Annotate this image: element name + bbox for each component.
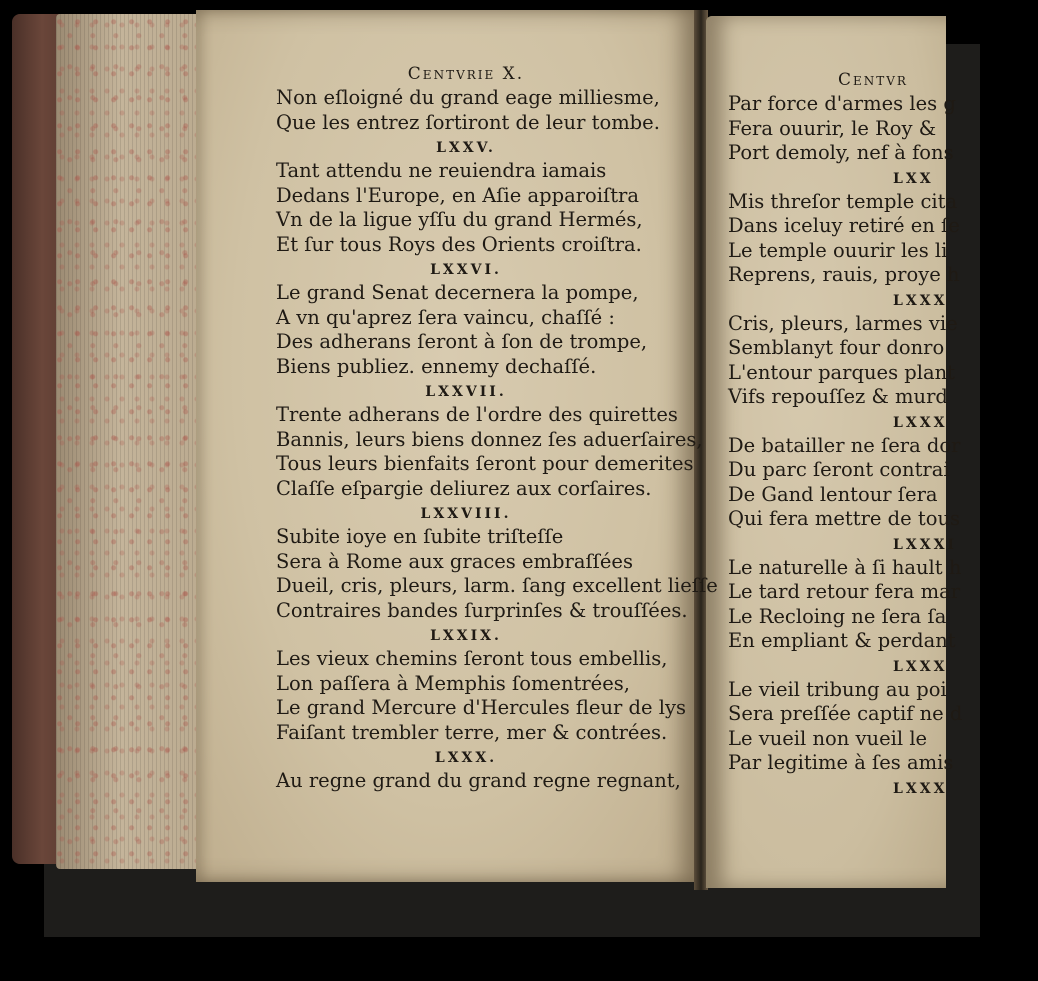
verse-line: Et ſur tous Roys des Orients croiſtra. — [276, 232, 642, 256]
verse-line: Faiſant trembler terre, mer & contrées. — [276, 720, 668, 744]
verse-line: L'entour parques plant — [728, 360, 956, 384]
verse-line: Le grand Senat decernera la pompe, — [276, 281, 639, 304]
verse-line: Tant attendu ne reuiendra iamais — [276, 159, 607, 182]
verse-line: Que les entrez ſortiront de leur tombe. — [276, 110, 660, 134]
verse-line: Reprens, rauis, proye h — [728, 263, 960, 286]
verse-line: Des adherans ſeront à ſon de trompe, — [276, 330, 648, 353]
verse-line: Le vieil tribung au poi — [728, 677, 947, 701]
verse-line: Dans iceluy retiré en ſe — [728, 214, 960, 237]
verse-line: Les vieux chemins ſeront tous embellis, — [276, 647, 668, 670]
right-page-text — [728, 68, 963, 800]
verse-line: Port demoly, nef à fons — [728, 141, 954, 164]
verse-line: Le naturelle à ſi hault h — [728, 555, 962, 579]
verse-line: Semblanyt four donro — [728, 336, 945, 359]
verse-line: Le Recloing ne ſera ſa — [728, 604, 947, 628]
quatrain-number: LXXX — [893, 292, 948, 309]
verse-line: Vn de la ligue yſſu du grand Hermés, — [276, 208, 643, 231]
verse-line: Par force d'armes les g — [728, 92, 956, 115]
verse-line: Le tard retour fera mar — [728, 580, 961, 603]
verse-line: Du parc ſeront contrai — [728, 458, 950, 481]
quatrain-number: LXX — [893, 170, 934, 187]
page-block-edges — [56, 14, 216, 869]
quatrain-number: LXXXI — [893, 536, 957, 553]
verse-line: Tous leurs bienfaits ſeront pour demerites — [276, 452, 694, 475]
verse-line: Le vueil non vueil le — [728, 726, 928, 750]
verse-line: Biens publiez. ennemy dechaſſé. — [276, 354, 597, 378]
verse-line: Bannis, leurs biens donnez ſes aduerſaires, — [276, 427, 703, 451]
verse-line: A vn qu'aprez ſera vaincu, chaſſé : — [276, 305, 615, 329]
verse-line: Trente adherans de l'ordre des quirettes — [276, 403, 678, 426]
verse-line: De batailler ne ſera dor — [728, 433, 961, 457]
verse-line: Dueil, cris, pleurs, larm. ſang excellent lieſſe — [276, 574, 718, 597]
verse-line: Non eſloigné du grand eage milliesme, — [276, 86, 660, 109]
verse-line: Claſſe eſpargie deliurez aux corſaires. — [276, 476, 652, 500]
verse-line: Le temple ouurir les li — [728, 238, 948, 262]
verse-line: De Gand lentour ſera — [728, 482, 938, 506]
verse-line: Sera à Rome aux graces embraſſées — [276, 549, 633, 573]
verse-line: Subite ioye en ſubite triſteſſe — [276, 525, 564, 548]
verse-line: Dedans l'Europe, en Aſie apparoiſtra — [276, 183, 640, 207]
verse-line: Mis threſor temple cita — [728, 189, 958, 213]
quatrain-number: LXXIX. — [430, 628, 502, 644]
quatrain-number: LXXX — [893, 658, 948, 675]
quatrain-number: LXXX. — [434, 750, 498, 766]
verse-line: En empliant & perdant — [728, 629, 956, 652]
quatrain-number: LXXVIII. — [420, 506, 512, 522]
verse-line: Cris, pleurs, larmes vie — [728, 311, 958, 335]
left-page-text — [276, 62, 718, 794]
verse-line: Lon paſſera à Memphis ſomentrées, — [276, 671, 630, 695]
running-head: Centvrie X. — [407, 64, 525, 84]
verse-line: Contraires bandes ſurprinſes & trouſſées. — [276, 598, 688, 622]
verse-line: Qui fera mettre de tous — [728, 507, 961, 530]
quatrain-number: LXXVII. — [425, 384, 507, 400]
verse-line: Par legitime à ſes amis — [728, 751, 954, 774]
quatrain-number: LXXX — [893, 414, 948, 431]
quatrain-number: LXXVI. — [430, 262, 502, 278]
running-head: Centvr — [838, 70, 908, 90]
verse-line: Sera preſſée captif ne d — [728, 702, 963, 725]
verse-line: Au regne grand du grand regne regnant, — [276, 769, 681, 792]
quatrain-number: LXXV. — [436, 140, 496, 156]
verse-line: Le grand Mercure d'Hercules fleur de lys — [276, 696, 687, 719]
verse-line: Vifs repouſſez & murd — [728, 385, 948, 408]
quatrain-number: LXXX — [893, 780, 948, 797]
verse-line: Fera ouurir, le Roy & — [728, 116, 937, 140]
